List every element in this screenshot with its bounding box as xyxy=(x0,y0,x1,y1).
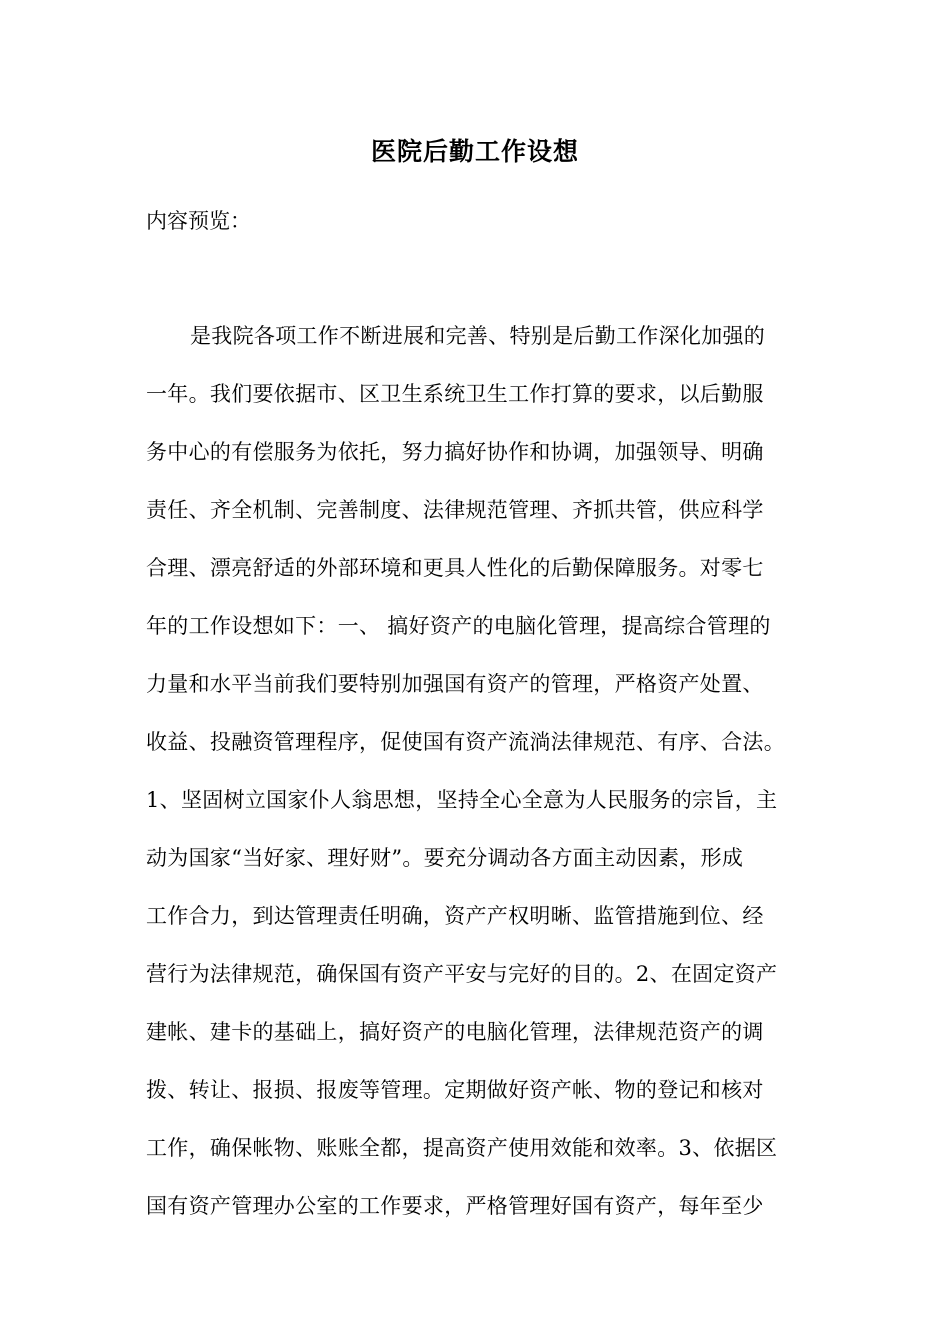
body-line: 务中心的有偿服务为依托，努力搞好协作和协调，加强领导、明确 xyxy=(146,440,764,464)
body-line: 工作，确保帐物、账账全都，提高资产使用效能和效率。3、依据区 xyxy=(146,1136,778,1160)
body-line: 建帐、建卡的基础上，搞好资产的电脑化管理，法律规范资产的调 xyxy=(146,1020,764,1044)
content-preview-label: 内容预览： xyxy=(146,209,251,233)
body-line: 工作合力，到达管理责任明确，资产产权明晰、监管措施到位、经 xyxy=(146,904,764,928)
body-line: 是我院各项工作不断进展和完善、特别是后勤工作深化加强的 xyxy=(190,324,766,348)
body-line: 1、坚固树立国家仆人翁思想，坚持全心全意为人民服务的宗旨，主 xyxy=(146,788,778,812)
body-line: 收益、投融资管理程序，促使国有资产流淌法律规范、有序、合法。 xyxy=(146,730,785,754)
body-line: 责任、齐全机制、完善制度、法律规范管理、齐抓共管，供应科学 xyxy=(146,498,764,522)
body-line: 动为国家“当好家、理好财”。要充分调动各方面主动因素，形成 xyxy=(146,846,744,870)
body-line: 营行为法律规范，确保国有资产平安与完好的目的。2、在固定资产 xyxy=(146,962,778,986)
body-line: 年的工作设想如下：一、 搞好资产的电脑化管理，提高综合管理的 xyxy=(146,614,771,638)
document-body xyxy=(146,316,836,1244)
document-title: 医院后勤工作设想 xyxy=(370,137,579,166)
body-line: 一年。我们要依据市、区卫生系统卫生工作打算的要求，以后勤服 xyxy=(146,382,764,406)
body-line: 力量和水平当前我们要特别加强国有资产的管理，严格资产处置、 xyxy=(146,672,764,696)
body-line: 拨、转让、报损、报废等管理。定期做好资产帐、物的登记和核对 xyxy=(146,1078,764,1102)
body-line: 国有资产管理办公室的工作要求，严格管理好国有资产，每年至少 xyxy=(146,1194,764,1218)
body-line: 合理、漂亮舒适的外部环境和更具人性化的后勤保障服务。对零七 xyxy=(146,556,764,580)
